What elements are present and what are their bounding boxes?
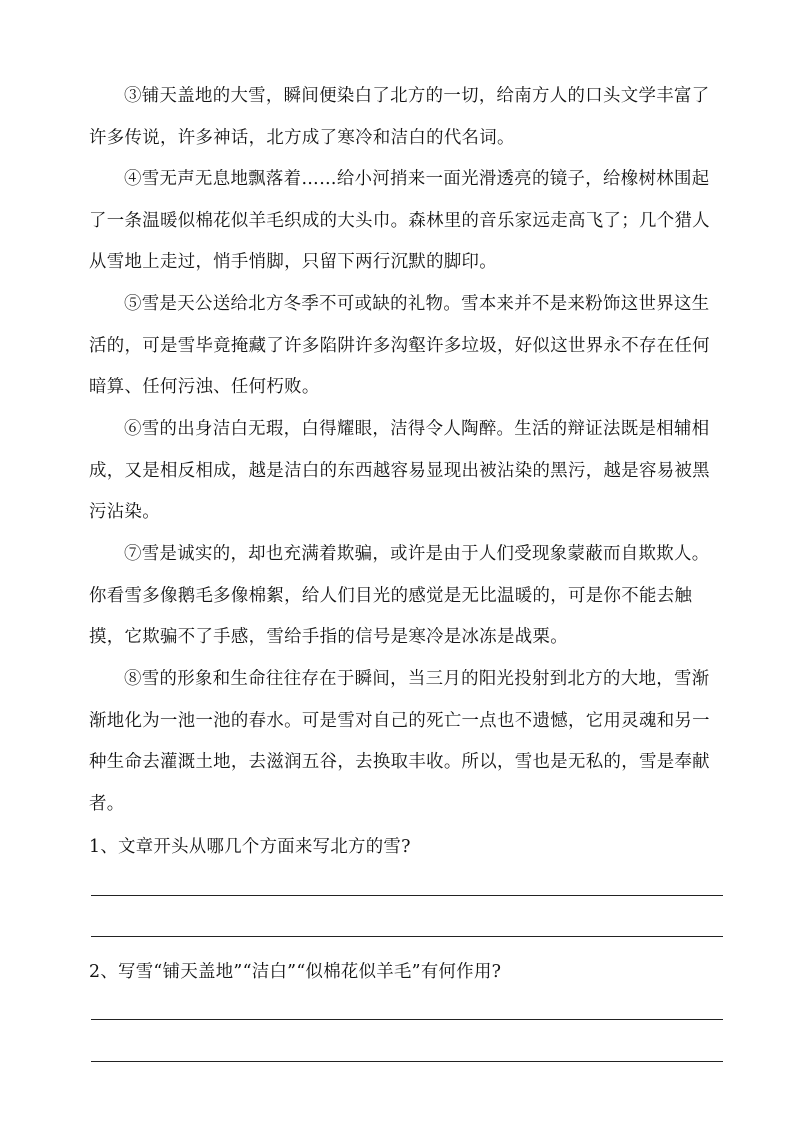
answer-line-q1-2[interactable] bbox=[91, 936, 723, 937]
question-1: 1、文章开头从哪几个方面来写北方的雪? bbox=[89, 837, 411, 857]
paragraph-7: ⑦雪是诚实的，却也充满着欺骗，或许是由于人们受现象蒙蔽而自欺欺人。你看雪多像鹅毛多像棉絮，给人们目光的感觉是无比温暖的，可是你不能去触摸，它欺骗不了手感，雪给手指的信号是寒冷是冰冻是战栗。 bbox=[89, 544, 710, 647]
paragraph-4: ④雪无声无息地飘落着……给小河捎来一面光滑透亮的镜子，给橡树林围起了一条温暖似棉花似羊毛织成的大头巾。森林里的音乐家远走高飞了；几个猎人从雪地上走过，悄手悄脚，只留下两行沉默的脚印。 bbox=[89, 169, 710, 272]
question-2: 2、写雪“铺天盖地”“洁白”“似棉花似羊毛”有何作用? bbox=[89, 962, 502, 982]
answer-line-q1-1[interactable] bbox=[91, 895, 723, 896]
paragraph-6: ⑥雪的出身洁白无瑕，白得耀眼，洁得令人陶醉。生活的辩证法既是相辅相成，又是相反相成，越是洁白的东西越容易显现出被沾染的黑污，越是容易被黑污沾染。 bbox=[89, 419, 710, 522]
paragraph-3: ③铺天盖地的大雪，瞬间便染白了北方的一切，给南方人的口头文学丰富了许多传说，许多神话，北方成了寒冷和洁白的代名词。 bbox=[89, 86, 710, 148]
answer-line-q2-1[interactable] bbox=[91, 1019, 723, 1020]
paragraph-5: ⑤雪是天公送给北方冬季不可或缺的礼物。雪本来并不是来粉饰这世界这生活的，可是雪毕竟掩藏了许多陷阱许多沟壑许多垃圾，好似这世界永不存在任何暗算、任何污浊、任何朽败。 bbox=[89, 294, 710, 397]
answer-line-q2-2[interactable] bbox=[91, 1061, 723, 1062]
paragraph-8: ⑧雪的形象和生命往往存在于瞬间，当三月的阳光投射到北方的大地，雪渐渐地化为一池一池的春水。可是雪对自己的死亡一点也不遗憾，它用灵魂和另一种生命去灌溉土地，去滋润五谷，去换取丰收。所以，雪也是无私的，雪是奉献者。 bbox=[89, 669, 710, 814]
